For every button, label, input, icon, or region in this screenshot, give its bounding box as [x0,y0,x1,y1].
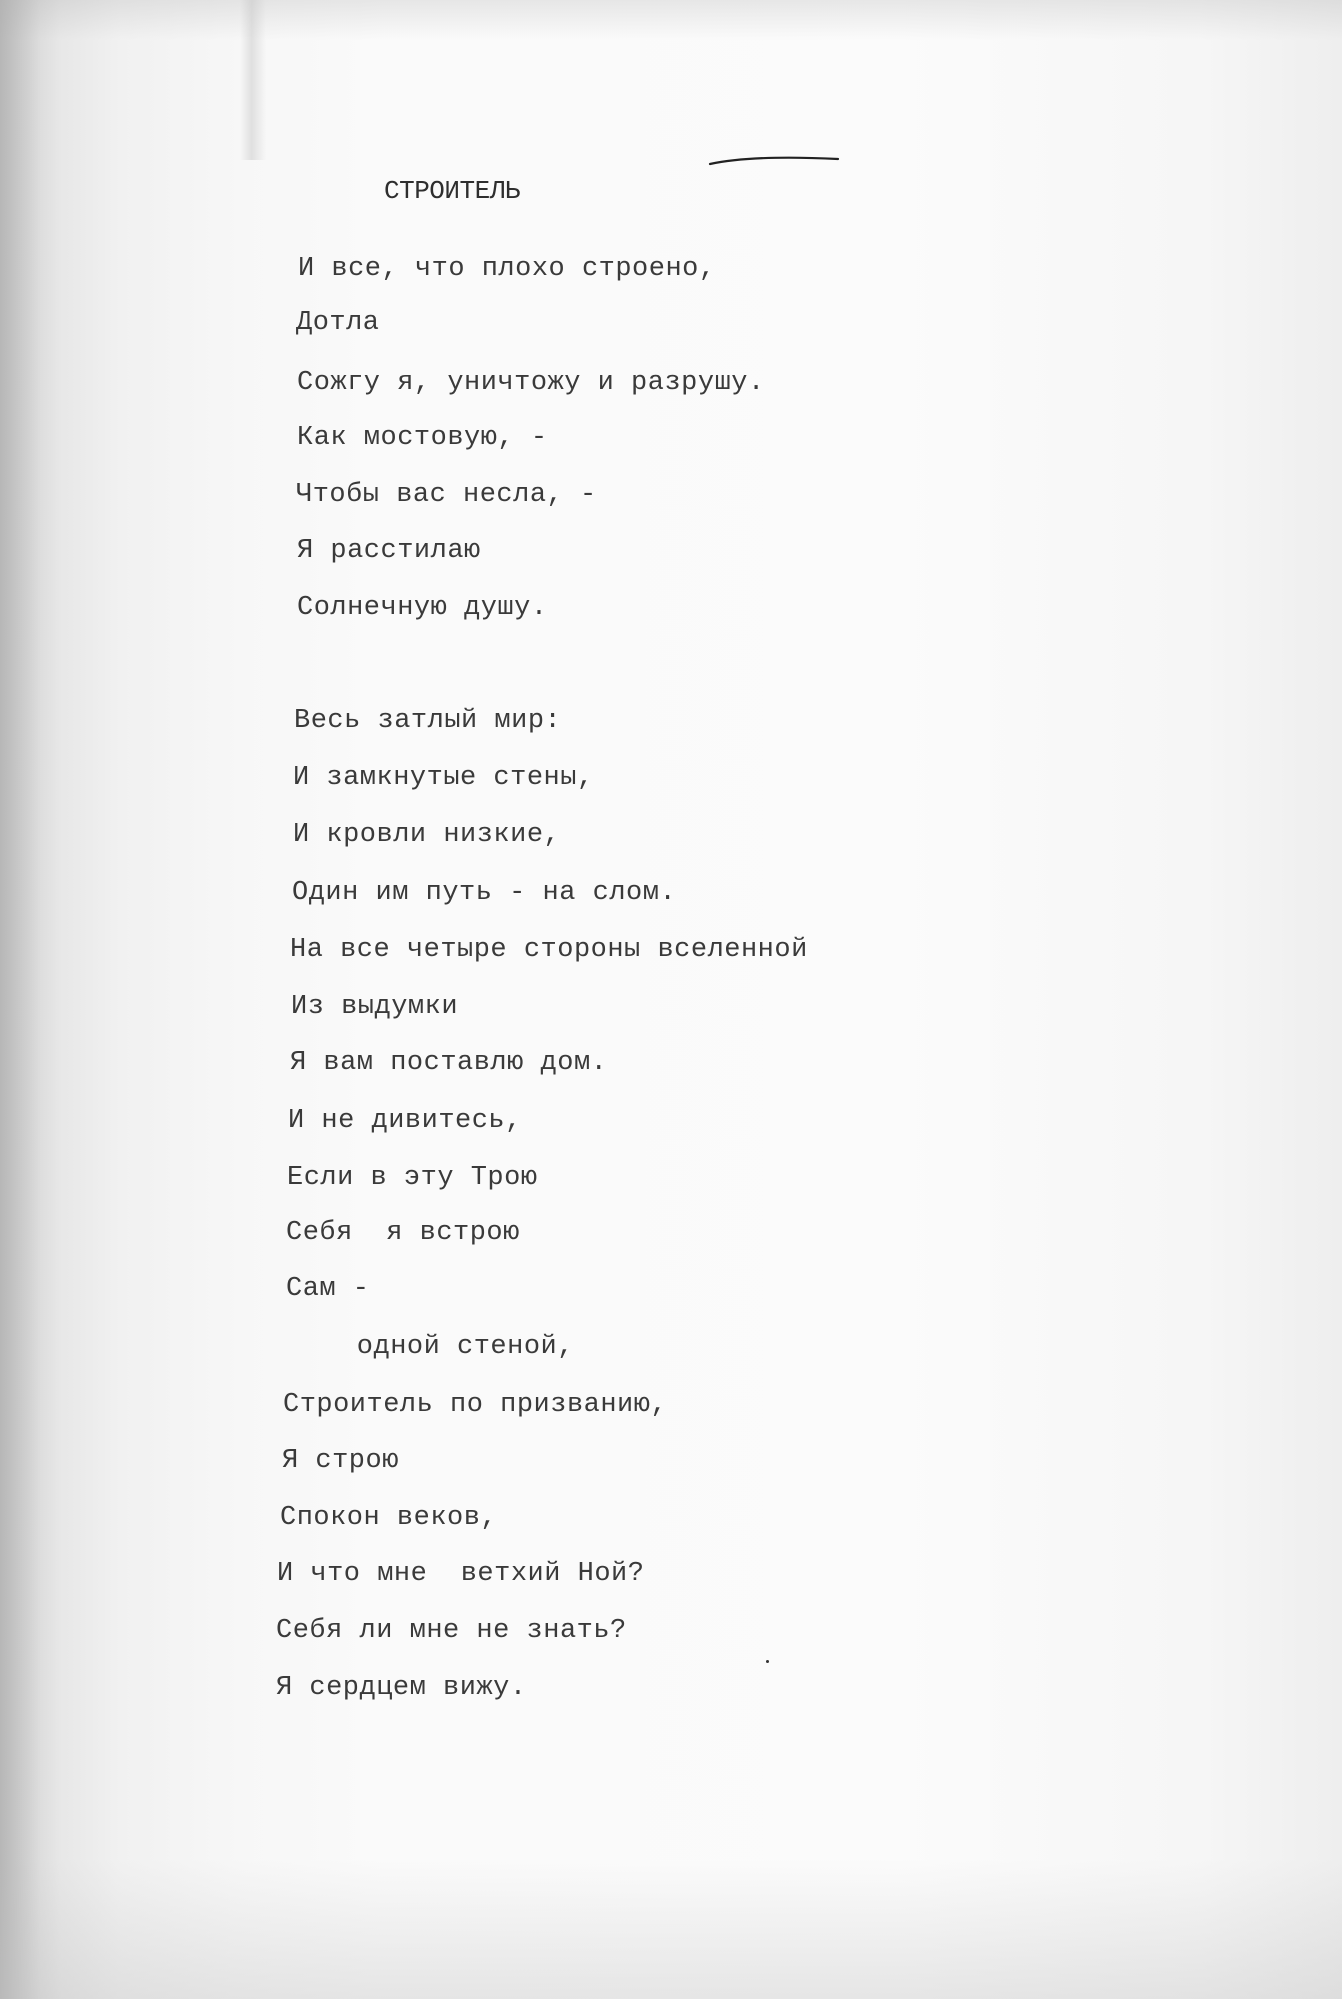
poem-line: Спокон веков, [280,1503,498,1533]
poem-line: И что мне ветхий Ной? [277,1559,645,1589]
paper-edge-mark [240,0,266,160]
poem-line: Дотла [296,308,380,338]
poem-line: Сожгу я, уничтожу и разрушу. [297,368,765,398]
poem-line: Один им путь - на слом. [292,878,677,908]
poem-line: И замкнутые стены, [293,763,594,793]
top-edge-shadow [0,0,1342,40]
poem-line: Из выдумки [291,992,459,1022]
poem-line: Себя я встрою [286,1218,520,1248]
poem-line: Строитель по призванию, [283,1390,668,1420]
poem-line: И не дивитесь, [288,1106,522,1136]
poem-line: Я расстилаю [297,536,481,566]
poem-line: Я строю [282,1446,399,1476]
poem-line: одной стеной, [290,1332,574,1362]
ink-dot [766,1660,769,1663]
poem-line: Чтобы вас несла, - [296,480,597,510]
poem-line: Весь затлый мир: [294,706,562,736]
poem-line: Я сердцем вижу. [276,1673,527,1703]
left-edge-shadow [0,0,60,1999]
poem-line: И кровли низкие, [293,820,561,850]
poem-line: Если в эту Трою [287,1163,538,1193]
poem-line: На все четыре стороны вселенной [290,935,808,965]
poem-line: Солнечную душу. [297,593,548,623]
poem-line: И все, что плохо строено, [298,254,716,284]
poem-line: Я вам поставлю дом. [290,1048,608,1078]
bottom-edge-shadow [0,1859,1342,1999]
pen-stroke-mark [708,156,840,166]
poem-line: Себя ли мне не знать? [276,1616,627,1646]
poem-title: СТРОИТЕЛЬ [384,176,520,206]
poem-line: Как мостовую, - [297,423,548,453]
poem-line: Сам - [286,1274,370,1304]
